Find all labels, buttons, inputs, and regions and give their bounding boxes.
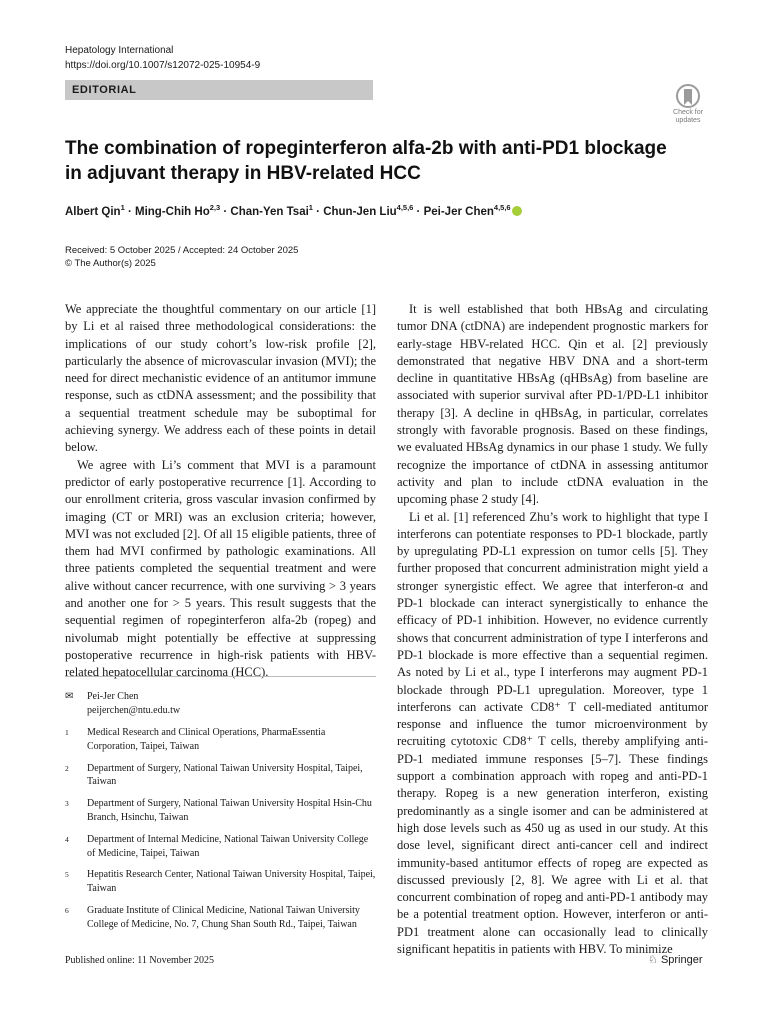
copyright: © The Author(s) 2025 (65, 258, 156, 269)
body-column-left (65, 301, 376, 682)
journal-header (65, 43, 260, 73)
paragraph: We appreciate the thoughtful commentary on our article [1] by Li et al raised three methodological considerations: the implications of our study cohort’s low-risk profile [2], particularly the absence of microvascular invasion (MVI); the need for direct mechanistic evidence of an antitumor immune response, such as ctDNA assessment; and the possibility that a sequential treatment schedule may be suboptimal for achieving synergy. We address each of these points in detail below. (65, 302, 376, 455)
author-affil: 1 (120, 203, 125, 212)
author-affil: 4,5,6 (396, 203, 414, 212)
check-badge-line2: updates (675, 117, 701, 124)
doi-link[interactable]: https://doi.org/10.1007/s12072-025-10954-9 (65, 60, 261, 71)
author-affil: 2,3 (209, 203, 221, 212)
article-title: The combination of ropeginterferon alfa-2b with anti-PD1 blockage in adjuvant therapy in HBV-related HCC (65, 138, 667, 184)
article-dates (65, 244, 298, 270)
affiliation: 5 Hepatitis Research Center, National Taiwan University Hospital, Taipei, Taiwan (65, 869, 376, 895)
received-accepted: Received: 5 October 2025 / Accepted: 24 October 2025 (65, 245, 299, 256)
footnote-divider (65, 676, 376, 677)
affiliation: 2 Department of Surgery, National Taiwan University Hospital, Taipei, Taiwan (65, 762, 363, 788)
affiliation: 6 Graduate Institute of Clinical Medicine, National Taiwan University College of Medicine, No. 7, Chung Shan South Rd., Taipei, Taiwan (65, 904, 360, 930)
paragraph: We agree with Li’s comment that MVI is a paramount predictor of early postoperative recurrence [1]. According to our enrollment criteria, gross vascular invasion confirmed by imaging (CT or MRI) was an exclusion criteria; however, MVI was not excluded [2]. Of all 15 eligible patients, three of them had MVI confirmed by pathologic examinations. All three patients completed the sequential treatment and were alive without cancer recurrence, with one surviving > 3 years and another one for > 5 years. This result suggests that the sequential regimen of ropeginterferon alfa-2b (ropeg) and nivolumab might potentially be effective at suppressing postoperative recurrence in high-risk patients with HBV-related hepatocellular carcinoma (HCC). (65, 457, 376, 680)
paragraph: Li et al. [1] referenced Zhu’s work to highlight that type I interferons can potentiate responses to PD-1 blockade, partly by upregulating PD-L1 expression on tumor cells [5]. They further proposed that concurrent administration might yield a stronger synergistic effect. We agree that interferon-α and PD-1 blockade can interact synergistically to enhance the efficacy of PD-1 inhibition. However, no evidence currently shows that concurrent administration of type I interferons and PD-1 blockade is more effective than a sequential regimen. As noted by Li et al., type I interferons may augment PD-1 blockade through PD-L1 upregulation. Moreover, type 1 interferons can activate CD8⁺ T cell-mediated antitumor response and influence the tumor microenvironment by recruiting cytotoxic CD8⁺ T cells, thereby amplifying anti-PD-1 mediated immune responses [5–7]. These findings support a combination approach with ropeg and anti-PD-1 therapy. Ropeg is a new generation interferon, existing predominantly as a single isomer and can be administered at high dose levels such as 450 ug as used in our study. At this dose level, significant direct anti-cancer cell and indirect immunity-based antitumor effects of ropeg are expected as discussed previously [2, 8]. We agree with Li et al. that concurrent combination of ropeg and anti-PD-1 antibody may be a potential treatment option. However, interferon or anti-PD1 treatment alone can occasionally lead to clinically significant hepatitis in patients with HBV. To minimize (397, 509, 708, 956)
envelope-icon: ✉ (65, 691, 74, 702)
author-affil: 4,5,6 (493, 203, 511, 212)
publisher-logo (648, 953, 703, 966)
body-column-right (397, 301, 708, 958)
author-list: Albert Qin$^1$ · Ming-Chih Ho$^{2,3}$ · Chan-Yen Tsai$^1$ · Chun-Jen Liu$^{4,5,6}$ · Pei-Jer Chen$^{4,5,6}$ (65, 203, 725, 218)
affiliations (65, 726, 376, 940)
corr-email[interactable]: peijerchen@ntu.edu.tw (87, 705, 181, 716)
corr-author: Pei-Jer Chen (87, 691, 139, 702)
author-name[interactable]: Albert Qin (65, 205, 121, 218)
check-for-updates-badge[interactable] (668, 84, 708, 124)
publisher-name: Springer (660, 954, 703, 966)
affiliation: 4 Department of Internal Medicine, National Taiwan University College of Medicine, Taipei, Taiwan (65, 833, 369, 859)
bookmark-icon (676, 84, 700, 108)
orcid-icon[interactable] (512, 206, 522, 216)
affiliation: 1 Medical Research and Clinical Operations, PharmaEssentia Corporation, Taipei, Taiwan (65, 727, 326, 752)
check-badge-line1: Check for (673, 109, 703, 116)
section-label: EDITORIAL (72, 84, 137, 96)
author-name[interactable]: Chun-Jen Liu (323, 205, 397, 218)
journal-name: Hepatology International (65, 45, 174, 56)
springer-horse-icon: ♘ (648, 954, 658, 966)
affiliation: 3 Department of Surgery, National Taiwan University Hospital Hsin-Chu Branch, Hsinchu, Taiwan (65, 798, 372, 823)
correspondence (65, 690, 180, 718)
author-affil: 1 (308, 203, 313, 212)
author-name[interactable]: Chan-Yen Tsai (230, 205, 309, 218)
author-name[interactable]: Pei-Jer Chen (423, 205, 494, 218)
author-name[interactable]: Ming-Chih Ho (135, 205, 210, 218)
paragraph: It is well established that both HBsAg and circulating tumor DNA (ctDNA) are independent prognostic markers for early-stage HBV-related HCC. Qin et al. [2] previously demonstrated that negative HBV DNA and a short-term decline in quantitative HBsAg (qHBsAg) from baseline are associated with superior survival after PD-1/PD-L1 inhibitor therapy [3]. A decline in qHBsAg, in particular, correlates strongly with favorable prognosis. Based on these findings, we evaluated HBsAg dynamics in our phase 1 study. We fully recognize the importance of ctDNA in assessing antitumor activity and plan to include ctDNA evaluation in the upcoming phase 2 study [4]. (397, 302, 708, 507)
published-online: Published online: 11 November 2025 (65, 955, 215, 966)
